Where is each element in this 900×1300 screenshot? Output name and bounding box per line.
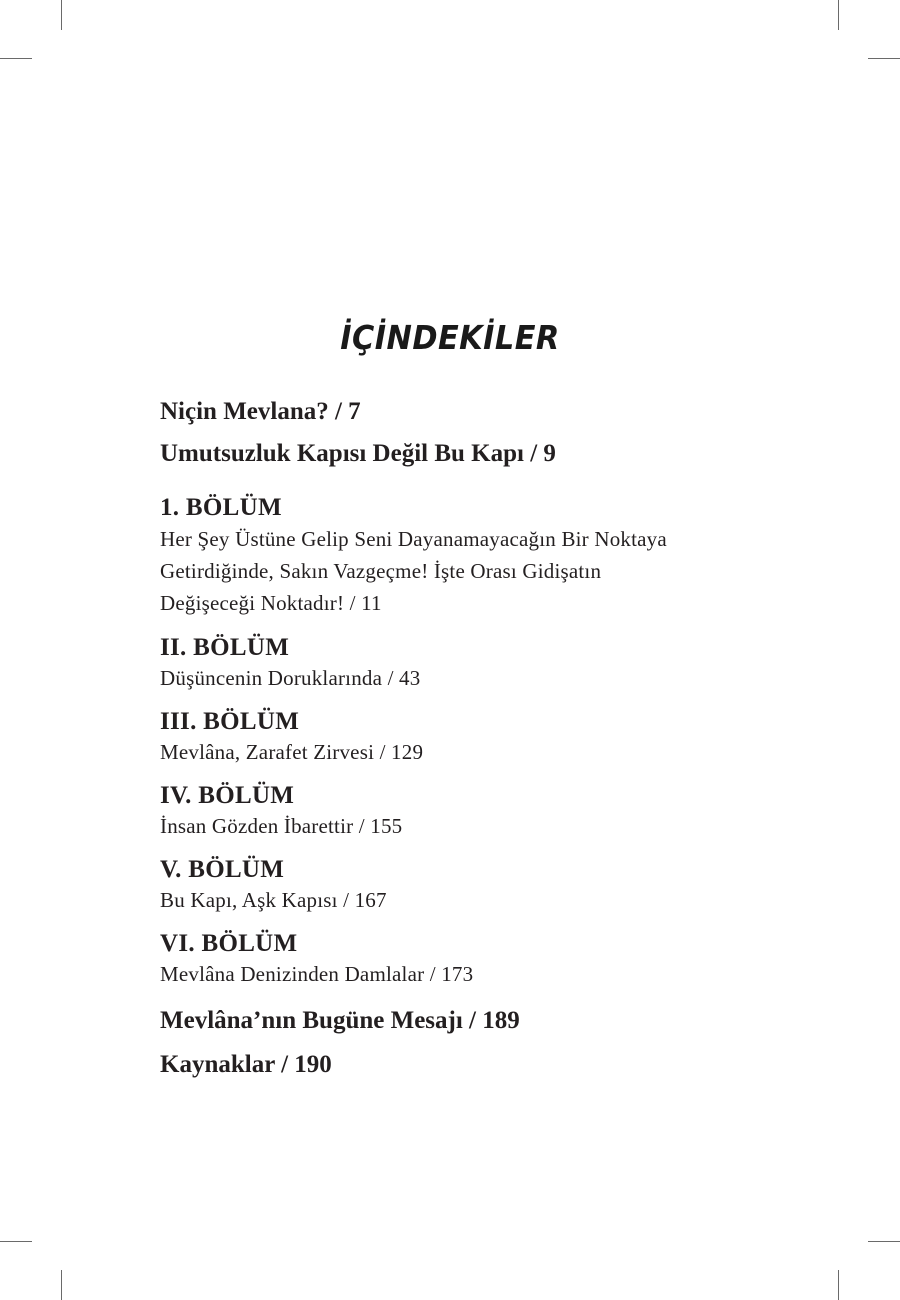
section-description-line: Düşüncenin Doruklarında / 43 <box>160 666 421 690</box>
section-description-line: Değişeceği Noktadır! / 11 <box>160 591 382 615</box>
toc-entry-umutsuzluk-kapisi: Umutsuzluk Kapısı Değil Bu Kapı / 9 <box>160 440 556 467</box>
toc-section-2 <box>160 633 800 693</box>
crop-mark-top-right-horizontal <box>868 58 900 59</box>
section-description-line: Mevlâna Denizinden Damlalar / 173 <box>160 962 474 986</box>
section-heading: II. BÖLÜM <box>160 634 290 661</box>
section-heading: 1. BÖLÜM <box>160 494 282 521</box>
crop-mark-top-left-vertical <box>61 0 62 30</box>
section-description-line: Bu Kapı, Aşk Kapısı / 167 <box>160 888 387 912</box>
toc-entry-nicin-mevlana: Niçin Mevlana? / 7 <box>160 398 361 425</box>
crop-mark-bottom-right-horizontal <box>868 1241 900 1242</box>
section-heading: V. BÖLÜM <box>160 856 285 883</box>
section-description-line: Mevlâna, Zarafet Zirvesi / 129 <box>160 740 424 764</box>
crop-mark-top-right-vertical <box>838 0 839 30</box>
page-title: İÇİNDEKİLER <box>340 318 560 357</box>
toc-entry-kaynaklar: Kaynaklar / 190 <box>160 1051 332 1078</box>
section-description-line: İnsan Gözden İbarettir / 155 <box>160 814 403 838</box>
toc-section-1 <box>160 493 800 619</box>
section-description-line: Getirdiğinde, Sakın Vazgeçme! İşte Orası Gidişatın <box>160 559 602 583</box>
section-heading: VI. BÖLÜM <box>160 930 298 957</box>
toc-section-6 <box>160 929 800 989</box>
table-of-contents <box>160 396 800 1081</box>
section-heading: IV. BÖLÜM <box>160 782 295 809</box>
crop-mark-top-left-horizontal <box>0 58 32 59</box>
toc-entry-bugune-mesaji: Mevlâna’nın Bugüne Mesajı / 189 <box>160 1007 520 1034</box>
section-heading: III. BÖLÜM <box>160 708 300 735</box>
section-description-line: Her Şey Üstüne Gelip Seni Dayanamayacağın Bir Noktaya <box>160 527 667 551</box>
crop-mark-bottom-left-vertical <box>61 1270 62 1300</box>
crop-mark-bottom-left-horizontal <box>0 1241 32 1242</box>
toc-section-5 <box>160 855 800 915</box>
toc-section-4 <box>160 781 800 841</box>
crop-mark-bottom-right-vertical <box>838 1270 839 1300</box>
toc-section-3 <box>160 707 800 767</box>
